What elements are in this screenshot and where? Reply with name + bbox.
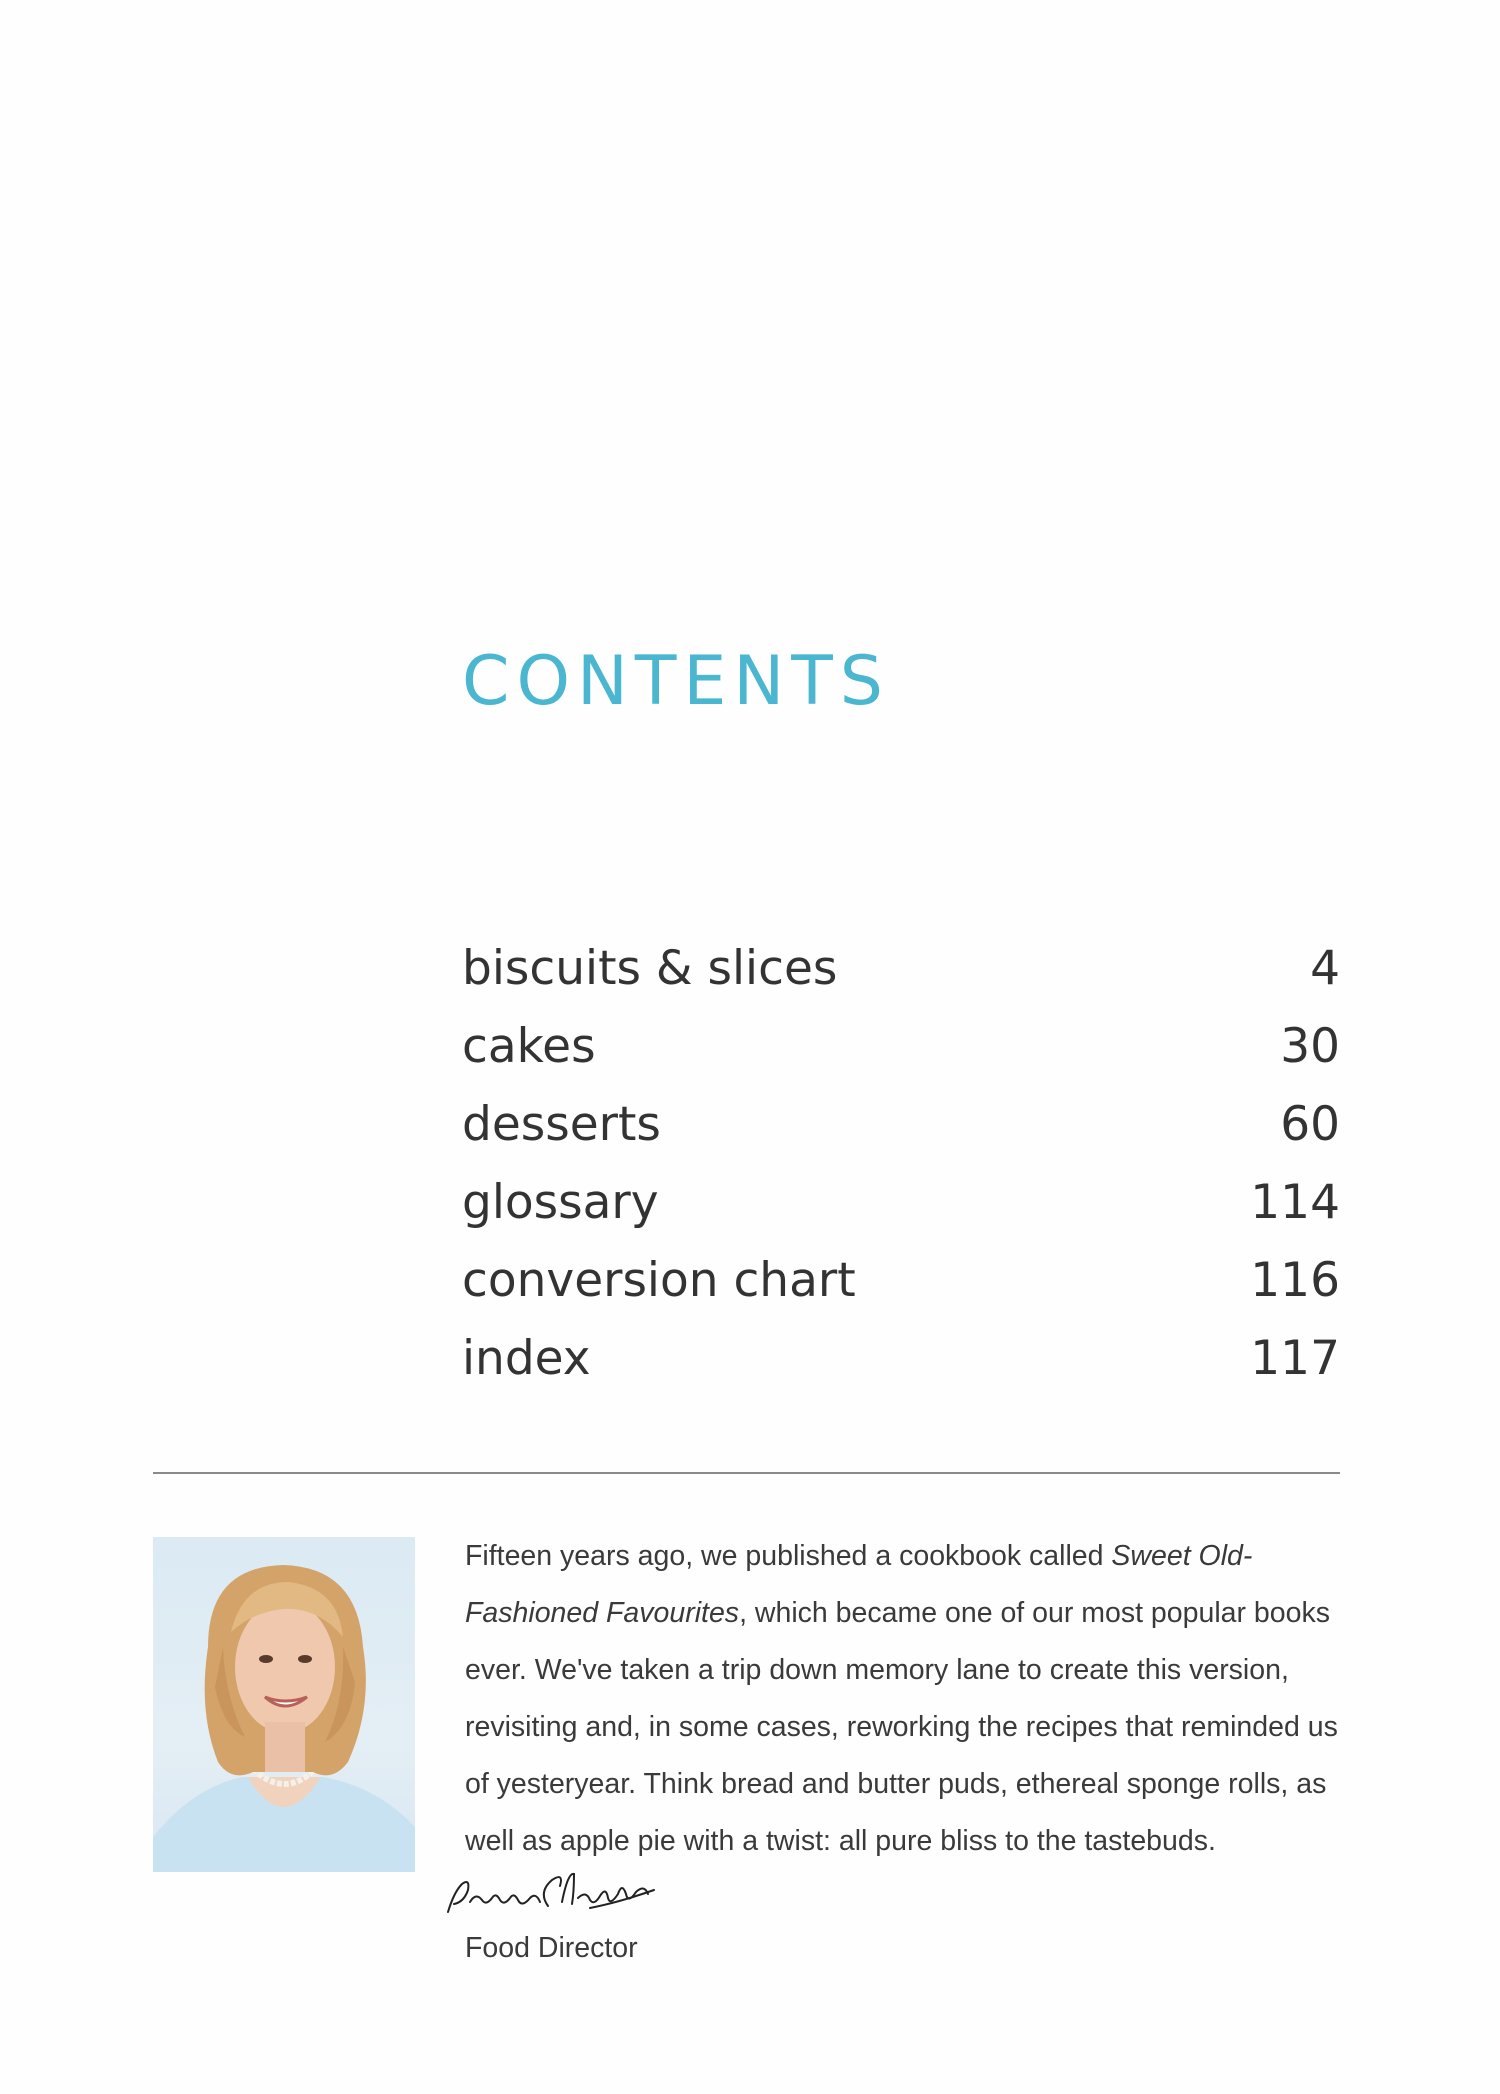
toc-page-number: 60 [1280, 1097, 1340, 1152]
intro-text-end: , which became one of our most popular books ever. We've taken a trip down memory lane to create this version, revisiting and, in some cases, reworking the recipes that reminded us of yesteryear. Think bread and butter puds, ethereal sponge rolls, as well as apple pie with a twist: all pure bliss to the tastebuds. [465, 1597, 1338, 1857]
author-photo [153, 1537, 415, 1872]
toc-label: biscuits & slices [462, 941, 838, 996]
signature [440, 1862, 670, 1922]
toc-page-number: 30 [1280, 1019, 1340, 1074]
intro-text-start: Fifteen years ago, we published a cookbook called [465, 1540, 1112, 1572]
toc-row[interactable] [462, 1242, 1340, 1320]
toc-row[interactable] [462, 1164, 1340, 1242]
toc-row[interactable] [462, 1086, 1340, 1164]
section-divider [153, 1472, 1340, 1474]
toc-page-number: 4 [1310, 941, 1340, 996]
toc-label: conversion chart [462, 1253, 856, 1308]
toc-row[interactable] [462, 1320, 1340, 1398]
toc-page-number: 114 [1250, 1175, 1340, 1230]
toc-label: cakes [462, 1019, 596, 1074]
toc-row[interactable] [462, 1008, 1340, 1086]
toc-page-number: 116 [1250, 1253, 1340, 1308]
toc-page-number: 117 [1250, 1331, 1340, 1386]
toc-row[interactable] [462, 930, 1340, 1008]
contents-list [462, 930, 1340, 1398]
toc-label: index [462, 1331, 591, 1386]
toc-label: glossary [462, 1175, 659, 1230]
intro-paragraph [465, 1528, 1345, 1870]
book-title: Sweet Old-Fashioned Favourites [465, 1540, 1253, 1629]
page-title: CONTENTS [462, 642, 890, 721]
signature-role: Food Director [465, 1932, 638, 1964]
toc-label: desserts [462, 1097, 661, 1152]
